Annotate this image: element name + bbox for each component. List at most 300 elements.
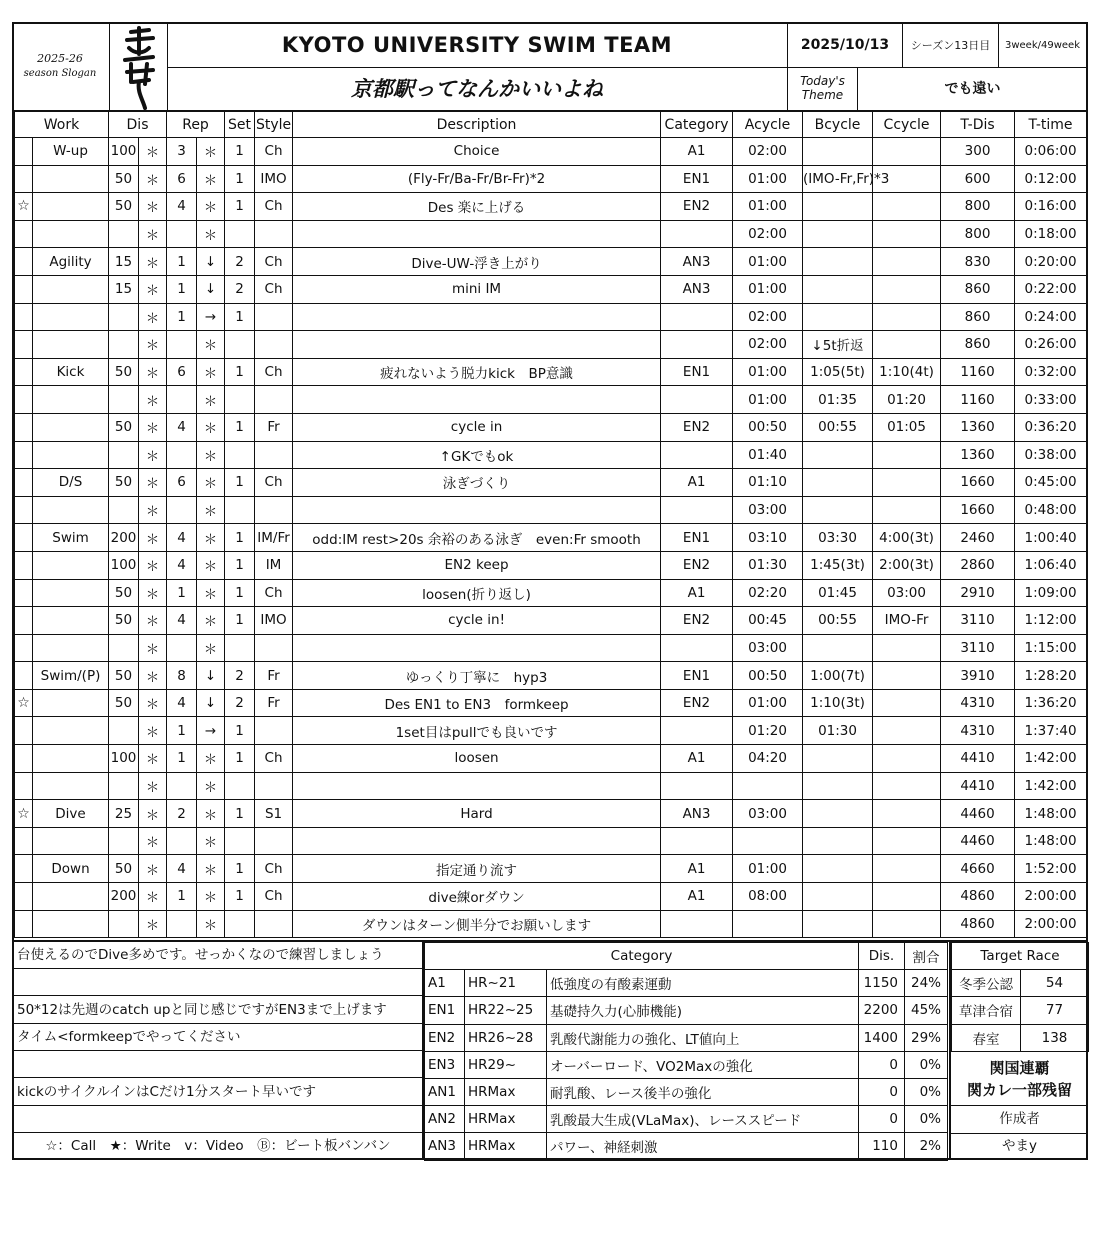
- table-row: [15, 165, 1087, 193]
- sets: 1: [225, 469, 255, 497]
- category: EN1: [661, 358, 733, 386]
- times-op: ＊: [139, 855, 167, 883]
- team-motto: [951, 1052, 1088, 1106]
- reps: 1: [167, 303, 197, 331]
- practice-sheet: [12, 22, 1088, 1160]
- total-distance: 4410: [941, 745, 1015, 773]
- category: EN1: [661, 524, 733, 552]
- work-type: Swim: [33, 524, 109, 552]
- reps: [167, 331, 197, 359]
- times-op: ＊: [139, 579, 167, 607]
- total-distance: 4460: [941, 827, 1015, 855]
- a-cycle: [733, 772, 803, 800]
- work-type: [33, 634, 109, 662]
- b-cycle: 1:05(5t): [803, 358, 873, 386]
- set-op: ＊: [197, 358, 225, 386]
- a-cycle: 01:00: [733, 855, 803, 883]
- race-name: 冬季公認: [952, 970, 1021, 997]
- table-row: [15, 717, 1087, 745]
- c-cycle: [873, 855, 941, 883]
- reps: 1: [167, 248, 197, 276]
- c-cycle: [873, 193, 941, 221]
- table-row: [952, 997, 1089, 1024]
- table-row: [15, 386, 1087, 414]
- category: A1: [661, 138, 733, 166]
- description: Dive-UW-浮き上がり: [293, 248, 661, 276]
- star-mark: [15, 745, 33, 773]
- distance: [109, 441, 139, 469]
- sets: 1: [225, 551, 255, 579]
- total-time: 1:42:00: [1015, 772, 1087, 800]
- times-op: ＊: [139, 745, 167, 773]
- category-percent: 45%: [905, 997, 948, 1024]
- stroke-style: IM: [255, 551, 293, 579]
- times-op: ＊: [139, 331, 167, 359]
- sets: [225, 634, 255, 662]
- set-op: ＊: [197, 827, 225, 855]
- distance: 15: [109, 248, 139, 276]
- sheet-header: [14, 24, 1086, 112]
- work-type: [33, 441, 109, 469]
- distance: [109, 717, 139, 745]
- star-mark: [15, 138, 33, 166]
- note-line: 50*12は先週のcatch upと同じ感じですがEN3まで上げます: [14, 997, 422, 1024]
- distance: [109, 331, 139, 359]
- motto-line-2: 関カレ一部残留: [966, 1081, 1072, 1099]
- set-op: ＊: [197, 800, 225, 828]
- category-description: 基礎持久力(心肺機能): [547, 997, 859, 1024]
- sets: 2: [225, 248, 255, 276]
- category: A1: [661, 855, 733, 883]
- col-header-rep: Rep: [167, 112, 225, 138]
- work-type: [33, 551, 109, 579]
- distance: 50: [109, 689, 139, 717]
- set-op: →: [197, 717, 225, 745]
- heart-rate-zone: HR29~: [465, 1051, 547, 1078]
- heart-rate-zone: HR22~25: [465, 997, 547, 1024]
- category: [661, 910, 733, 938]
- star-mark: [15, 331, 33, 359]
- b-cycle: [803, 800, 873, 828]
- total-distance: 4660: [941, 855, 1015, 883]
- b-cycle: 01:45: [803, 579, 873, 607]
- note-line: [14, 1106, 422, 1133]
- b-cycle: [803, 855, 873, 883]
- col-header-style: Style: [255, 112, 293, 138]
- work-type: [33, 193, 109, 221]
- category: EN2: [661, 607, 733, 635]
- stroke-style: Ch: [255, 275, 293, 303]
- total-time: 0:16:00: [1015, 193, 1087, 221]
- total-distance: 1160: [941, 386, 1015, 414]
- sets: [225, 772, 255, 800]
- table-row: [15, 496, 1087, 524]
- times-op: ＊: [139, 910, 167, 938]
- work-type: Down: [33, 855, 109, 883]
- stroke-style: Ch: [255, 883, 293, 911]
- description: (Fly-Fr/Ba-Fr/Br-Fr)*2: [293, 165, 661, 193]
- total-time: 0:48:00: [1015, 496, 1087, 524]
- description: [293, 331, 661, 359]
- a-cycle: 03:00: [733, 496, 803, 524]
- total-distance: 4410: [941, 772, 1015, 800]
- stroke-style: [255, 910, 293, 938]
- set-op: ＊: [197, 910, 225, 938]
- stroke-style: IMO: [255, 165, 293, 193]
- description: ↑GKでもok: [293, 441, 661, 469]
- category: [661, 303, 733, 331]
- star-mark: [15, 551, 33, 579]
- table-row: [15, 662, 1087, 690]
- description: Des EN1 to EN3 formkeep: [293, 689, 661, 717]
- b-cycle: [803, 275, 873, 303]
- stroke-style: Ch: [255, 745, 293, 773]
- b-cycle: [803, 248, 873, 276]
- total-time: 1:00:40: [1015, 524, 1087, 552]
- total-distance: 800: [941, 193, 1015, 221]
- b-cycle: [803, 220, 873, 248]
- category-header: Category: [425, 943, 859, 970]
- work-type: [33, 607, 109, 635]
- table-header-row: [15, 112, 1087, 138]
- work-type: [33, 331, 109, 359]
- star-mark: [15, 717, 33, 745]
- category-code: EN1: [425, 997, 465, 1024]
- c-cycle: 03:00: [873, 579, 941, 607]
- stroke-style: Ch: [255, 193, 293, 221]
- star-mark: [15, 248, 33, 276]
- distance: 50: [109, 607, 139, 635]
- race-name: 春室: [952, 1024, 1021, 1051]
- distance: [109, 827, 139, 855]
- category-pct-header: 割合: [905, 943, 948, 970]
- set-op: ＊: [197, 855, 225, 883]
- description: Hard: [293, 800, 661, 828]
- c-cycle: [873, 138, 941, 166]
- category: EN2: [661, 689, 733, 717]
- b-cycle: [803, 469, 873, 497]
- c-cycle: [873, 772, 941, 800]
- times-op: ＊: [139, 607, 167, 635]
- a-cycle: 04:20: [733, 745, 803, 773]
- total-distance: 3110: [941, 634, 1015, 662]
- distance: 100: [109, 745, 139, 773]
- star-mark: [15, 386, 33, 414]
- set-op: ＊: [197, 469, 225, 497]
- c-cycle: [873, 800, 941, 828]
- set-op: ＊: [197, 193, 225, 221]
- b-cycle: (IMO-Fr,Fr)*3: [803, 165, 873, 193]
- description: ゆっくり丁寧に hyp3: [293, 662, 661, 690]
- times-op: ＊: [139, 524, 167, 552]
- category-percent: 29%: [905, 1024, 948, 1051]
- total-time: 1:48:00: [1015, 800, 1087, 828]
- a-cycle: 02:00: [733, 331, 803, 359]
- total-time: 2:00:00: [1015, 910, 1087, 938]
- distance: 25: [109, 800, 139, 828]
- work-type: [33, 303, 109, 331]
- times-op: ＊: [139, 551, 167, 579]
- set-op: ＊: [197, 413, 225, 441]
- set-op: ＊: [197, 607, 225, 635]
- col-header-ttime: T-time: [1015, 112, 1087, 138]
- stroke-style: Ch: [255, 579, 293, 607]
- category-code: AN2: [425, 1106, 465, 1133]
- total-time: 1:15:00: [1015, 634, 1087, 662]
- a-cycle: 01:40: [733, 441, 803, 469]
- table-row: [15, 524, 1087, 552]
- description: Des 楽に上げる: [293, 193, 661, 221]
- star-mark: [15, 524, 33, 552]
- category-code: AN3: [425, 1133, 465, 1160]
- reps: 4: [167, 551, 197, 579]
- set-op: ＊: [197, 220, 225, 248]
- set-op: ＊: [197, 745, 225, 773]
- sets: 1: [225, 138, 255, 166]
- category: [661, 717, 733, 745]
- category-code: A1: [425, 970, 465, 997]
- total-time: 0:24:00: [1015, 303, 1087, 331]
- table-row: [15, 579, 1087, 607]
- times-op: ＊: [139, 634, 167, 662]
- times-op: ＊: [139, 441, 167, 469]
- table-row: [15, 331, 1087, 359]
- c-cycle: [873, 469, 941, 497]
- reps: [167, 910, 197, 938]
- category-header-row: [425, 943, 948, 970]
- table-row: [15, 772, 1087, 800]
- times-op: ＊: [139, 883, 167, 911]
- b-cycle: 01:35: [803, 386, 873, 414]
- star-mark: ☆: [15, 193, 33, 221]
- table-row: [15, 689, 1087, 717]
- description: cycle in: [293, 413, 661, 441]
- star-mark: [15, 303, 33, 331]
- set-op: ＊: [197, 579, 225, 607]
- c-cycle: [873, 441, 941, 469]
- b-cycle: [803, 303, 873, 331]
- category-percent: 0%: [905, 1078, 948, 1105]
- star-mark: [15, 883, 33, 911]
- times-op: ＊: [139, 358, 167, 386]
- reps: 6: [167, 469, 197, 497]
- a-cycle: 01:00: [733, 165, 803, 193]
- table-row: [15, 193, 1087, 221]
- set-op: ＊: [197, 386, 225, 414]
- menu-table: [14, 111, 1087, 938]
- category: A1: [661, 883, 733, 911]
- table-row: [15, 138, 1087, 166]
- note-line: [14, 969, 422, 996]
- todays-theme-value: でも遠い: [944, 81, 1001, 97]
- times-op: ＊: [139, 662, 167, 690]
- stroke-style: Ch: [255, 855, 293, 883]
- distance: 50: [109, 193, 139, 221]
- race-name: 草津合宿: [952, 997, 1021, 1024]
- table-row: [425, 1024, 948, 1051]
- total-distance: 1360: [941, 441, 1015, 469]
- work-type: [33, 910, 109, 938]
- a-cycle: 08:00: [733, 883, 803, 911]
- category-code: EN2: [425, 1024, 465, 1051]
- total-distance: 1660: [941, 469, 1015, 497]
- stroke-style: IM/Fr: [255, 524, 293, 552]
- c-cycle: 2:00(3t): [873, 551, 941, 579]
- category-percent: 0%: [905, 1106, 948, 1133]
- race-days: 138: [1021, 1024, 1089, 1051]
- table-row: [15, 220, 1087, 248]
- total-time: 0:06:00: [1015, 138, 1087, 166]
- total-time: 1:28:20: [1015, 662, 1087, 690]
- set-op: ↓: [197, 662, 225, 690]
- c-cycle: 01:05: [873, 413, 941, 441]
- table-row: [15, 800, 1087, 828]
- col-header-category: Category: [661, 112, 733, 138]
- b-cycle: [803, 496, 873, 524]
- a-cycle: 02:00: [733, 303, 803, 331]
- sets: [225, 441, 255, 469]
- table-row: [15, 745, 1087, 773]
- total-time: 1:48:00: [1015, 827, 1087, 855]
- category-distance: 2200: [859, 997, 905, 1024]
- total-distance: 2910: [941, 579, 1015, 607]
- distance: 15: [109, 275, 139, 303]
- total-time: 1:37:40: [1015, 717, 1087, 745]
- star-mark: [15, 855, 33, 883]
- star-mark: [15, 275, 33, 303]
- total-distance: 860: [941, 275, 1015, 303]
- table-row: [15, 358, 1087, 386]
- stroke-style: Ch: [255, 469, 293, 497]
- category-distance: 110: [859, 1133, 905, 1160]
- sets: 2: [225, 275, 255, 303]
- description: dive練orダウン: [293, 883, 661, 911]
- a-cycle: 01:20: [733, 717, 803, 745]
- total-time: 1:36:20: [1015, 689, 1087, 717]
- sets: [225, 496, 255, 524]
- category-distance: 1400: [859, 1024, 905, 1051]
- reps: 1: [167, 883, 197, 911]
- stroke-style: IMO: [255, 607, 293, 635]
- total-distance: 4310: [941, 717, 1015, 745]
- table-row: [15, 607, 1087, 635]
- sheet-footer: [14, 940, 1086, 1160]
- sets: 2: [225, 662, 255, 690]
- category-description: 乳酸最大生成(VLaMax)、レーススピード: [547, 1106, 859, 1133]
- work-type: [33, 717, 109, 745]
- reps: 8: [167, 662, 197, 690]
- star-mark: [15, 496, 33, 524]
- table-row: [15, 441, 1087, 469]
- b-cycle: [803, 138, 873, 166]
- category: EN2: [661, 551, 733, 579]
- reps: 1: [167, 579, 197, 607]
- distance: 50: [109, 579, 139, 607]
- sets: 2: [225, 689, 255, 717]
- symbol-legend: ☆：Call ★：Write v：Video Ⓑ：ビート板バンバン: [45, 1138, 391, 1154]
- col-header-tdis: T-Dis: [941, 112, 1015, 138]
- category-description: 低強度の有酸素運動: [547, 970, 859, 997]
- set-op: ＊: [197, 331, 225, 359]
- work-type: D/S: [33, 469, 109, 497]
- star-mark: [15, 165, 33, 193]
- stroke-style: [255, 303, 293, 331]
- times-op: ＊: [139, 800, 167, 828]
- sets: 1: [225, 607, 255, 635]
- description: cycle in!: [293, 607, 661, 635]
- total-time: 1:09:00: [1015, 579, 1087, 607]
- sets: [225, 386, 255, 414]
- motto-line-1: 関国連覇: [989, 1059, 1050, 1077]
- a-cycle: 01:00: [733, 248, 803, 276]
- star-mark: [15, 441, 33, 469]
- stroke-style: [255, 634, 293, 662]
- stroke-style: Fr: [255, 413, 293, 441]
- stroke-style: S1: [255, 800, 293, 828]
- category-distance: 1150: [859, 970, 905, 997]
- b-cycle: 01:30: [803, 717, 873, 745]
- star-mark: [15, 827, 33, 855]
- c-cycle: [873, 827, 941, 855]
- stroke-style: [255, 496, 293, 524]
- category: AN3: [661, 248, 733, 276]
- star-mark: ☆: [15, 689, 33, 717]
- distance: 50: [109, 165, 139, 193]
- col-header-bcycle: Bcycle: [803, 112, 873, 138]
- c-cycle: [873, 883, 941, 911]
- practice-date: 2025/10/13: [788, 24, 903, 68]
- distance: 50: [109, 469, 139, 497]
- times-op: ＊: [139, 717, 167, 745]
- set-op: ＊: [197, 138, 225, 166]
- category: [661, 827, 733, 855]
- reps: 1: [167, 717, 197, 745]
- work-type: Dive: [33, 800, 109, 828]
- work-type: [33, 579, 109, 607]
- star-mark: [15, 662, 33, 690]
- description: [293, 220, 661, 248]
- note-line: [14, 1051, 422, 1078]
- description: [293, 827, 661, 855]
- set-op: ＊: [197, 883, 225, 911]
- set-op: ↓: [197, 689, 225, 717]
- total-distance: 3910: [941, 662, 1015, 690]
- distance: [109, 220, 139, 248]
- c-cycle: [873, 717, 941, 745]
- total-time: 0:33:00: [1015, 386, 1087, 414]
- total-time: 1:52:00: [1015, 855, 1087, 883]
- table-row: [425, 997, 948, 1024]
- category-description: オーバーロード、VO2Maxの強化: [547, 1051, 859, 1078]
- work-type: [33, 883, 109, 911]
- set-op: ＊: [197, 524, 225, 552]
- work-type: [33, 275, 109, 303]
- c-cycle: [873, 910, 941, 938]
- work-type: Kick: [33, 358, 109, 386]
- star-mark: [15, 634, 33, 662]
- sets: [225, 827, 255, 855]
- sets: [225, 910, 255, 938]
- sets: [225, 331, 255, 359]
- table-row: [15, 883, 1087, 911]
- sets: 1: [225, 193, 255, 221]
- total-time: 0:45:00: [1015, 469, 1087, 497]
- total-distance: 4460: [941, 800, 1015, 828]
- category: A1: [661, 745, 733, 773]
- description: odd:IM rest>20s 余裕のある泳ぎ even:Fr smooth: [293, 524, 661, 552]
- stroke-style: Ch: [255, 248, 293, 276]
- b-cycle: 1:10(3t): [803, 689, 873, 717]
